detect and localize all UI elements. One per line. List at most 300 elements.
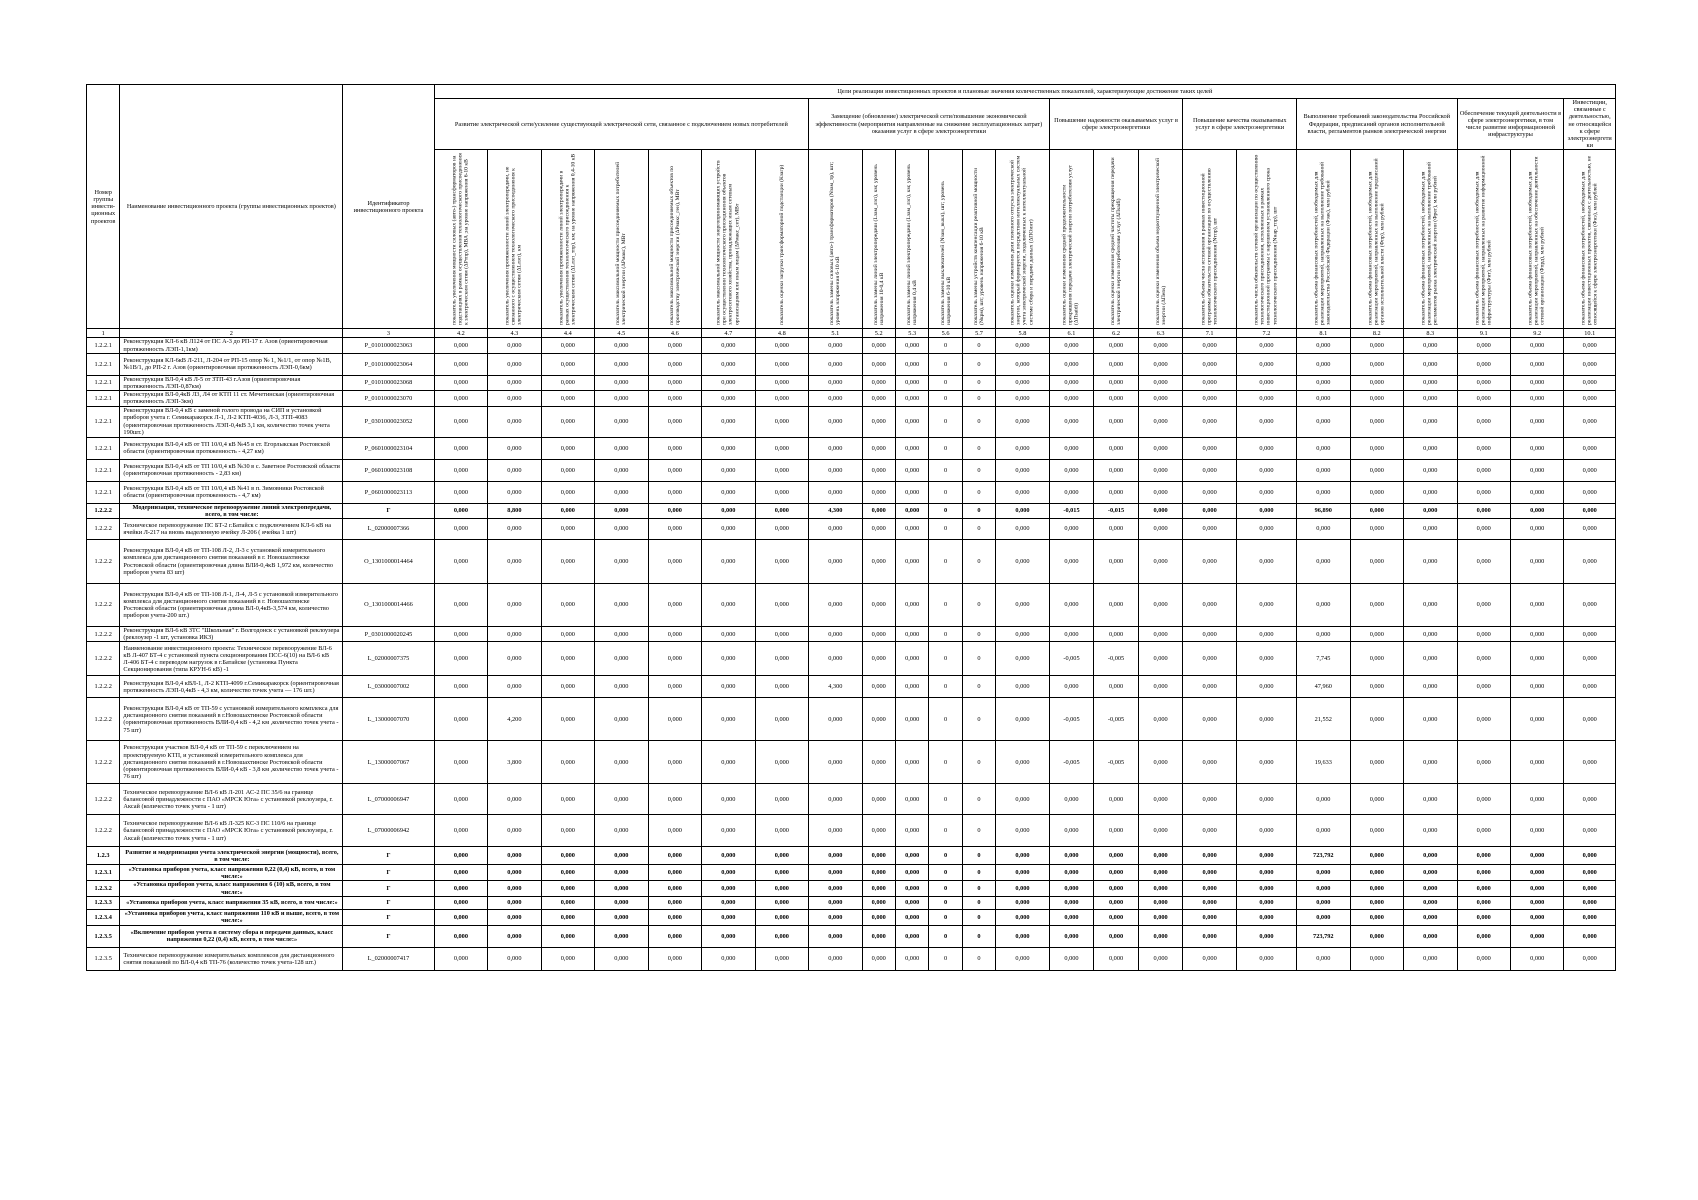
row-indicator-value: 0,000 xyxy=(755,947,808,970)
header-indicator-21 xyxy=(1404,150,1457,329)
row-indicator-value: 0,000 xyxy=(1404,391,1457,406)
row-indicator-value: 0,000 xyxy=(488,676,541,698)
header-indicator-17 xyxy=(1183,150,1236,329)
row-indicator-value: 0,000 xyxy=(488,353,541,375)
row-indicator-value: 0,000 xyxy=(702,584,755,627)
row-group-number: 1.2.2.2 xyxy=(87,642,120,676)
row-indicator-value: 0,000 xyxy=(755,459,808,481)
row-project-id: L_02000007366 xyxy=(343,519,434,540)
row-indicator-value: 0,000 xyxy=(1297,865,1350,881)
header-indicator-10 xyxy=(895,150,928,329)
row-indicator-value: 0,000 xyxy=(1564,627,1616,642)
row-indicator-value: 0,000 xyxy=(1457,584,1510,627)
row-indicator-value: 0,000 xyxy=(1510,847,1563,865)
row-project-name: Реконструкция ВЛ-0,4 кВ от ТП 10/0,4 кВ №45 в ст. Егорлыкская Ростовской области (ориентировочная протяженность - 4,27 км) xyxy=(120,437,343,459)
row-indicator-value: 0,000 xyxy=(1236,584,1296,627)
row-indicator-value: 0,000 xyxy=(1138,459,1183,481)
row-indicator-value: 0,000 xyxy=(1183,338,1236,353)
header-group-7: Инвестиции, связанные с деятельностью, не относящейся к сфере электроэнергетики xyxy=(1564,99,1616,150)
row-indicator-value: 0,000 xyxy=(1510,338,1563,353)
row-indicator-value: 0,000 xyxy=(996,784,1049,815)
row-indicator-value: 0,000 xyxy=(862,391,895,406)
row-indicator-value: 0,000 xyxy=(1297,896,1350,909)
row-indicator-value: 0,000 xyxy=(895,503,928,518)
header-indicator-text: показатель максимальной мощности присоединяемых потребителей электрической энергии (ΔPмакс), МВт xyxy=(615,162,628,326)
row-indicator-value: 0,000 xyxy=(1404,698,1457,741)
row-indicator-value: 0,000 xyxy=(895,642,928,676)
row-indicator-value: 0,000 xyxy=(434,925,487,947)
row-indicator-value: 0,000 xyxy=(1564,540,1616,584)
row-indicator-value: 0,000 xyxy=(1049,375,1094,390)
table-row xyxy=(87,642,1616,676)
row-indicator-value: 0,000 xyxy=(434,375,487,390)
row-indicator-value: 0,000 xyxy=(1236,519,1296,540)
row-indicator-value: 0,000 xyxy=(595,503,648,518)
row-indicator-value: 0,000 xyxy=(1404,437,1457,459)
row-indicator-value: 0,000 xyxy=(648,865,701,881)
row-indicator-value: 0,000 xyxy=(1564,459,1616,481)
row-indicator-value: 0,000 xyxy=(702,503,755,518)
header-indicator-15 xyxy=(1094,150,1139,329)
row-group-number: 1.2.2.1 xyxy=(87,375,120,390)
row-indicator-value: 0 xyxy=(929,627,962,642)
header-indicator-20 xyxy=(1350,150,1403,329)
row-indicator-value: 0 xyxy=(929,540,962,584)
row-indicator-value: 0,000 xyxy=(1457,896,1510,909)
row-indicator-value: 0,000 xyxy=(996,375,1049,390)
header-indicator-text: показатель максимальной мощности энергопринимающих устройств при осуществлении технологического присоединения объектов электросетевого хозяйства, принадлежащих иным сетевым организациям или иным лицам (ΔPмакс_сет), МВт xyxy=(715,160,741,326)
row-indicator-value: 0,000 xyxy=(488,540,541,584)
row-indicator-value: 0,000 xyxy=(702,698,755,741)
row-indicator-value: 0,000 xyxy=(1049,881,1094,896)
row-indicator-value: 0,000 xyxy=(1564,642,1616,676)
row-indicator-value: 0,000 xyxy=(595,391,648,406)
row-indicator-value: 0,000 xyxy=(1183,896,1236,909)
row-indicator-value: 0,000 xyxy=(755,406,808,437)
row-indicator-value: 0,000 xyxy=(1564,896,1616,909)
row-indicator-value: 0,000 xyxy=(862,642,895,676)
row-indicator-value: 0,000 xyxy=(1404,627,1457,642)
row-indicator-value: 0,000 xyxy=(895,391,928,406)
row-indicator-value: 0,000 xyxy=(1510,519,1563,540)
row-indicator-value: 0,000 xyxy=(1510,896,1563,909)
row-indicator-value: 0,000 xyxy=(862,881,895,896)
row-indicator-value: 0 xyxy=(929,481,962,503)
row-indicator-value: 0,000 xyxy=(702,815,755,847)
row-indicator-value: 0,000 xyxy=(1457,353,1510,375)
row-indicator-value: 0,000 xyxy=(434,391,487,406)
row-indicator-value: 0 xyxy=(962,881,995,896)
row-project-id: L_02000007375 xyxy=(343,642,434,676)
row-indicator-value: 0,000 xyxy=(434,503,487,518)
row-indicator-value: 0,000 xyxy=(1350,784,1403,815)
row-indicator-value: 0,000 xyxy=(1510,698,1563,741)
row-indicator-value: 0,000 xyxy=(862,503,895,518)
row-indicator-value: 0,000 xyxy=(1049,909,1094,925)
row-indicator-value: 0,000 xyxy=(1297,815,1350,847)
row-indicator-value: 0,000 xyxy=(1457,459,1510,481)
row-indicator-value: -0,005 xyxy=(1049,642,1094,676)
row-indicator-value: 0,000 xyxy=(1350,459,1403,481)
row-indicator-value: 0,000 xyxy=(1404,375,1457,390)
row-indicator-value: -0,005 xyxy=(1094,642,1139,676)
row-indicator-value: 0,000 xyxy=(862,406,895,437)
row-indicator-value: 0,000 xyxy=(996,503,1049,518)
row-indicator-value: 0,000 xyxy=(1183,391,1236,406)
row-indicator-value: 0,000 xyxy=(648,459,701,481)
row-indicator-value: 0,000 xyxy=(1457,815,1510,847)
row-indicator-value: 0,000 xyxy=(996,896,1049,909)
header-indicator-12 xyxy=(962,150,995,329)
row-indicator-value: 0,000 xyxy=(996,391,1049,406)
row-indicator-value: 0,000 xyxy=(1049,338,1094,353)
row-indicator-value: 0,000 xyxy=(1350,865,1403,881)
row-indicator-value: 0,000 xyxy=(1297,881,1350,896)
row-indicator-value: 0,000 xyxy=(1049,540,1094,584)
row-indicator-value: 0,000 xyxy=(595,881,648,896)
row-project-name: Модернизация, техническое перевооружение линий электропередачи, всего, в том числе: xyxy=(120,503,343,518)
row-indicator-value: 0,000 xyxy=(1138,353,1183,375)
row-indicator-value: 0,000 xyxy=(809,481,862,503)
row-indicator-value: 0,000 xyxy=(1404,642,1457,676)
header-indicator-1 xyxy=(434,150,487,329)
row-indicator-value: 0,000 xyxy=(648,375,701,390)
row-indicator-value: 0,000 xyxy=(1183,881,1236,896)
row-indicator-value: 0,000 xyxy=(895,459,928,481)
row-indicator-value: 0,000 xyxy=(1049,519,1094,540)
header-indicator-23 xyxy=(1510,150,1563,329)
row-indicator-value: 0,000 xyxy=(862,437,895,459)
table-row xyxy=(87,815,1616,847)
row-indicator-value: 0,000 xyxy=(1404,338,1457,353)
row-indicator-value: 0 xyxy=(929,784,962,815)
row-indicator-value: 0,000 xyxy=(1404,847,1457,865)
row-indicator-value: 0,000 xyxy=(541,503,594,518)
row-indicator-value: 0 xyxy=(929,375,962,390)
row-indicator-value: 0 xyxy=(962,519,995,540)
row-project-id: P_0301000020245 xyxy=(343,627,434,642)
row-indicator-value: 0,000 xyxy=(434,784,487,815)
table-row xyxy=(87,784,1616,815)
row-indicator-value: 0,000 xyxy=(862,627,895,642)
row-indicator-value: 0,000 xyxy=(648,676,701,698)
header-indicator-text: показатель замены линий электропередачи (Lзам_лэп), км; уровень напряжения 10-0,4 кВ xyxy=(872,164,885,326)
row-indicator-value: 0,000 xyxy=(1510,481,1563,503)
header-indicator-text: показатель объема финансовых потребностей, необходимых для реализации мероприятий, направленных на выполнение предписаний органов исполнительной власти (Фпр), млн рублей xyxy=(1367,158,1386,326)
row-indicator-value: 0 xyxy=(929,406,962,437)
row-indicator-value: 0,000 xyxy=(1297,437,1350,459)
row-indicator-value: 0,000 xyxy=(809,459,862,481)
row-indicator-value: 0,000 xyxy=(996,698,1049,741)
row-indicator-value: 0 xyxy=(929,642,962,676)
row-indicator-value: 47,960 xyxy=(1297,676,1350,698)
row-group-number: 1.2.2.1 xyxy=(87,391,120,406)
row-indicator-value: 0,000 xyxy=(595,947,648,970)
row-indicator-value: 0,000 xyxy=(1138,896,1183,909)
row-indicator-value: 0,000 xyxy=(648,519,701,540)
row-indicator-value: 0,000 xyxy=(862,896,895,909)
row-indicator-value: 0,000 xyxy=(488,642,541,676)
row-group-number: 1.2.2.2 xyxy=(87,741,120,784)
row-indicator-value: 0,000 xyxy=(1049,353,1094,375)
row-group-number: 1.2.2.2 xyxy=(87,540,120,584)
row-indicator-value: 0,000 xyxy=(1049,676,1094,698)
row-indicator-value: 0,000 xyxy=(488,881,541,896)
row-indicator-value: 0 xyxy=(929,909,962,925)
row-indicator-value: 0,000 xyxy=(1236,406,1296,437)
row-indicator-value: 0,000 xyxy=(755,925,808,947)
header-indicator-4 xyxy=(595,150,648,329)
header-indicator-text: показатель замены линий электропередачи (Lзам_лэп), км; уровень напряжения 0,4 кВ xyxy=(905,164,919,326)
row-indicator-value: 0,000 xyxy=(1350,540,1403,584)
row-indicator-value: 0,000 xyxy=(488,391,541,406)
row-indicator-value: 0,000 xyxy=(1138,437,1183,459)
row-indicator-value: 0,000 xyxy=(702,519,755,540)
row-indicator-value: 0,000 xyxy=(1094,925,1139,947)
row-indicator-value: 0 xyxy=(929,847,962,865)
row-indicator-value: 0,000 xyxy=(1094,627,1139,642)
table-row xyxy=(87,676,1616,698)
row-indicator-value: 0,000 xyxy=(434,865,487,881)
row-indicator-value: 0,000 xyxy=(1297,909,1350,925)
row-indicator-value: 0,000 xyxy=(1510,375,1563,390)
row-indicator-value: 0,000 xyxy=(996,847,1049,865)
row-indicator-value: 0 xyxy=(929,815,962,847)
row-indicator-value: 0,000 xyxy=(755,627,808,642)
row-indicator-value: 0,000 xyxy=(1297,459,1350,481)
row-indicator-value: 0,000 xyxy=(895,896,928,909)
row-indicator-value: 0,000 xyxy=(595,519,648,540)
row-project-id: P_0601000023108 xyxy=(343,459,434,481)
row-indicator-value: 0,000 xyxy=(1183,909,1236,925)
row-indicator-value: 0,000 xyxy=(1297,338,1350,353)
row-indicator-value: 0,000 xyxy=(895,627,928,642)
row-indicator-value: 0 xyxy=(929,676,962,698)
row-indicator-value: 0,000 xyxy=(1510,642,1563,676)
header-indicator-2 xyxy=(488,150,541,329)
column-number: 10.1 xyxy=(1564,329,1616,338)
row-indicator-value: 0,000 xyxy=(1183,925,1236,947)
row-indicator-value: 0,000 xyxy=(1138,676,1183,698)
row-indicator-value: 0,000 xyxy=(648,627,701,642)
row-indicator-value: 0,000 xyxy=(434,519,487,540)
row-indicator-value: 0,000 xyxy=(434,909,487,925)
row-indicator-value: 0,000 xyxy=(895,881,928,896)
row-indicator-value: 0,000 xyxy=(1094,865,1139,881)
row-indicator-value: 0,000 xyxy=(1350,519,1403,540)
row-indicator-value: 0,000 xyxy=(595,896,648,909)
row-indicator-value: 0,000 xyxy=(862,519,895,540)
column-number: 8.3 xyxy=(1404,329,1457,338)
row-project-name: Наименование инвестиционного проекта: Техническое перевооружение ВЛ-6 кВ Л-407 БТ-4 с установкой пункта секционирования ПСС-6(10) на ВЛ-6 кВ Л-406 БТ-4 с переводом нагрузок в г.Батайске (установка Пункта Секционирования (типа КРУН-6 кВ) -1 xyxy=(120,642,343,676)
header-indicator-text: показатель оценки изменения доли полезного отпуска электрической энергии, который формируется посредством интеллектуальных систем учета электрической энергии, подключенных к интеллектуальной системе сбора и передачи данных (ΔПОинт) xyxy=(1010,156,1035,326)
row-indicator-value: 0,000 xyxy=(1183,676,1236,698)
row-indicator-value: 0,000 xyxy=(809,896,862,909)
row-indicator-value: 0,000 xyxy=(648,338,701,353)
row-indicator-value: 0,000 xyxy=(1510,406,1563,437)
row-indicator-value: 0 xyxy=(929,881,962,896)
row-project-id: P_0601000023104 xyxy=(343,437,434,459)
row-project-id: Г xyxy=(343,847,434,865)
row-indicator-value: 0,000 xyxy=(1236,642,1296,676)
row-indicator-value: 0,000 xyxy=(1049,847,1094,865)
row-indicator-value: 0,000 xyxy=(809,540,862,584)
row-indicator-value: 0,000 xyxy=(648,353,701,375)
row-indicator-value: 0,000 xyxy=(1564,375,1616,390)
row-indicator-value: 0,000 xyxy=(1094,459,1139,481)
row-indicator-value: 0,000 xyxy=(1350,584,1403,627)
row-indicator-value: 0 xyxy=(962,896,995,909)
row-indicator-value: 0,000 xyxy=(1049,459,1094,481)
row-indicator-value: 0,000 xyxy=(648,391,701,406)
row-indicator-value: 0,000 xyxy=(1350,503,1403,518)
row-indicator-value: 0 xyxy=(962,353,995,375)
row-indicator-value: 0,000 xyxy=(1404,947,1457,970)
row-indicator-value: 0,000 xyxy=(755,353,808,375)
row-indicator-value: 0,000 xyxy=(809,847,862,865)
row-indicator-value: 0,000 xyxy=(1350,642,1403,676)
row-indicator-value: 0,000 xyxy=(996,437,1049,459)
row-indicator-value: 0,000 xyxy=(1183,642,1236,676)
row-indicator-value: 0 xyxy=(929,865,962,881)
row-indicator-value: 0,000 xyxy=(1404,881,1457,896)
row-indicator-value: 0,000 xyxy=(488,519,541,540)
row-project-name: Техническое перевооружение ПС БТ-2 г.Батайск с подключением КЛ-6 кВ на ячейки Л-217 на вновь выделенную ячейку Л-206 ( ячейка 1 шт) xyxy=(120,519,343,540)
row-indicator-value: 0,000 xyxy=(541,847,594,865)
row-indicator-value: 0,000 xyxy=(895,338,928,353)
column-number: 6.2 xyxy=(1094,329,1139,338)
row-indicator-value: 0,000 xyxy=(895,406,928,437)
row-indicator-value: 0,000 xyxy=(541,947,594,970)
row-indicator-value: 0,000 xyxy=(702,437,755,459)
header-group-3: Повышение надежности оказываемых услуг в сфере электроэнергетики xyxy=(1049,99,1183,150)
row-indicator-value: 0 xyxy=(929,519,962,540)
column-number: 2 xyxy=(120,329,343,338)
row-project-name: Реконструкция КЛ-6 кВ Л124 от ПС А-3 до РП-17 г. Азов (ориентировочная протяженность ЛЭП-1,1км) xyxy=(120,338,343,353)
row-indicator-value: 0 xyxy=(962,741,995,784)
row-indicator-value: 0,000 xyxy=(595,909,648,925)
row-indicator-value: 0,000 xyxy=(755,676,808,698)
row-indicator-value: 0,000 xyxy=(1183,519,1236,540)
row-indicator-value: 0,000 xyxy=(1404,815,1457,847)
row-indicator-value: 0,000 xyxy=(648,947,701,970)
row-indicator-value: 0,000 xyxy=(1457,642,1510,676)
row-indicator-value: 0,000 xyxy=(1350,437,1403,459)
table-row xyxy=(87,375,1616,390)
row-indicator-value: 0,000 xyxy=(1457,847,1510,865)
row-indicator-value: 0,000 xyxy=(755,741,808,784)
row-indicator-value: -0,015 xyxy=(1094,503,1139,518)
row-indicator-value: 0,000 xyxy=(434,815,487,847)
row-indicator-value: 0,000 xyxy=(1350,353,1403,375)
row-indicator-value: 0,000 xyxy=(541,676,594,698)
row-project-name: «Установка приборов учета, класс напряжения 110 кВ и выше, всего, в том числе:» xyxy=(120,909,343,925)
row-indicator-value: 0,000 xyxy=(1457,698,1510,741)
row-indicator-value: 0,000 xyxy=(648,481,701,503)
row-indicator-value: 0,000 xyxy=(541,909,594,925)
row-project-name: Реконструкция КЛ-6кВ Л-211, Л-204 от РП-15 опор № 1, №1/1, от опор №1В, №1В/1, до РП-2 г. Азов (ориентировочная протяженность ЛЭП-0,6км) xyxy=(120,353,343,375)
header-indicator-18 xyxy=(1236,150,1296,329)
row-indicator-value: 0 xyxy=(962,676,995,698)
row-indicator-value: 4,200 xyxy=(488,698,541,741)
row-indicator-value: 0,000 xyxy=(1564,406,1616,437)
header-group-1: Развитие электрической сети/усиление существующей электрической сети, связанное с подключением новых потребителей xyxy=(434,99,808,150)
row-indicator-value: 0,000 xyxy=(1457,741,1510,784)
row-indicator-value: 0,000 xyxy=(1510,676,1563,698)
table-row xyxy=(87,503,1616,518)
row-indicator-value: 0,000 xyxy=(1350,741,1403,784)
row-indicator-value: 0,000 xyxy=(702,375,755,390)
row-indicator-value: 0,000 xyxy=(541,698,594,741)
row-project-id: Г xyxy=(343,925,434,947)
row-indicator-value: 0,000 xyxy=(1138,815,1183,847)
row-indicator-value: 0,000 xyxy=(895,741,928,784)
row-indicator-value: 0,000 xyxy=(1510,503,1563,518)
row-indicator-value: 0,000 xyxy=(1094,338,1139,353)
column-number: 5.8 xyxy=(996,329,1049,338)
column-number: 4.8 xyxy=(755,329,808,338)
row-indicator-value: 0,000 xyxy=(755,847,808,865)
row-indicator-value: 0,000 xyxy=(755,896,808,909)
row-indicator-value: 0,000 xyxy=(434,584,487,627)
table-row xyxy=(87,437,1616,459)
row-indicator-value: 0,000 xyxy=(1236,896,1296,909)
row-indicator-value: 0,000 xyxy=(488,375,541,390)
row-indicator-value: 0,000 xyxy=(1404,406,1457,437)
row-indicator-value: 0,000 xyxy=(1138,881,1183,896)
row-indicator-value: 0,000 xyxy=(1236,627,1296,642)
row-indicator-value: 0,000 xyxy=(1049,627,1094,642)
row-indicator-value: 0,000 xyxy=(1564,584,1616,627)
row-project-name: Реконструкция ВЛ-0,4кВ Л3, Л4 от КТП 11 ст. Мечетинская (ориентировочная протяженность ЛЭП-3км) xyxy=(120,391,343,406)
row-group-number: 1.2.3 xyxy=(87,847,120,865)
row-indicator-value: 0,000 xyxy=(755,909,808,925)
row-indicator-value: 0,000 xyxy=(1404,584,1457,627)
row-indicator-value: 0,000 xyxy=(809,784,862,815)
row-indicator-value: 0 xyxy=(962,847,995,865)
row-indicator-value: 0,000 xyxy=(1094,815,1139,847)
row-indicator-value: 0,000 xyxy=(1457,503,1510,518)
row-project-id: L_03000007002 xyxy=(343,676,434,698)
row-group-number: 1.2.2.2 xyxy=(87,698,120,741)
row-indicator-value: 0,000 xyxy=(1236,698,1296,741)
row-indicator-value: 0,000 xyxy=(1183,437,1236,459)
row-indicator-value: 0,000 xyxy=(1094,584,1139,627)
row-indicator-value: 0,000 xyxy=(595,627,648,642)
row-indicator-value: 0,000 xyxy=(1049,925,1094,947)
row-indicator-value: 0,000 xyxy=(895,437,928,459)
row-indicator-value: 0,000 xyxy=(1138,925,1183,947)
row-project-name: Техническое перевооружение ВЛ-6 кВ Л-201 АС-2 ПС 35/6 на границе балансовой принадлежности с ПАО «МРСК Юга» с установкой реклоузера, г. Аксай (количество точек учета - 1 шт) xyxy=(120,784,343,815)
row-indicator-value: 0,000 xyxy=(1510,627,1563,642)
row-indicator-value: 0,000 xyxy=(1510,741,1563,784)
row-indicator-value: 0,000 xyxy=(755,865,808,881)
row-project-id: P_0101000023064 xyxy=(343,353,434,375)
row-project-id: O_1301000014466 xyxy=(343,584,434,627)
row-indicator-value: 0,000 xyxy=(755,503,808,518)
header-indicator-text: показатель объема финансовых потребностей, необходимых для реализации мероприятий, направленных на развитие информационной инфраструктуры (Фит), млн рублей xyxy=(1474,156,1493,326)
row-indicator-value: 0,000 xyxy=(1236,540,1296,584)
row-indicator-value: 0,000 xyxy=(1297,519,1350,540)
row-indicator-value: 0,000 xyxy=(809,925,862,947)
column-number: 6.3 xyxy=(1138,329,1183,338)
table-row xyxy=(87,540,1616,584)
row-indicator-value: 0 xyxy=(962,338,995,353)
row-indicator-value: 0,000 xyxy=(1049,865,1094,881)
row-indicator-value: 0,000 xyxy=(1457,925,1510,947)
row-indicator-value: 0,000 xyxy=(595,642,648,676)
row-group-number: 1.2.2.1 xyxy=(87,481,120,503)
